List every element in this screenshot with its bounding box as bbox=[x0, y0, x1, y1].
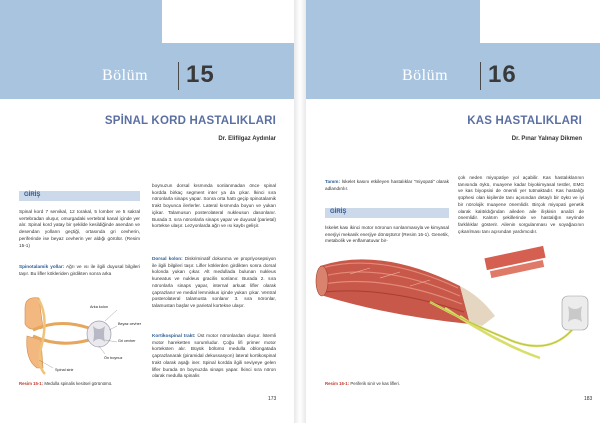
right-page bbox=[306, 0, 600, 423]
chapter-title: SPİNAL KORD HASTALIKLARI bbox=[104, 115, 276, 127]
figure-label: Spinal sinir bbox=[55, 368, 74, 372]
muscle-nerve-figure bbox=[310, 246, 592, 380]
figure-label: Arka kolon bbox=[90, 305, 108, 309]
paragraph-text: Üst motor nöronlardan oluşur. İstemli motor hareketten sorumludur. Çoğu lifi primer motor korteksten alır. Büyük bölümü medulla oblongatada çaprazlanarak (piramidal dekussasyon) lateral kortikospinal trakt olarak aşağı iner. Spinal kordda ilgili seviyeye gelen lifler burada ön boynuzda sinaps yapar. İkinci sıra nöron olarak medulla spinalis bbox=[152, 333, 276, 379]
paragraph bbox=[152, 183, 276, 230]
spinal-cord-figure bbox=[19, 288, 144, 376]
paragraph-text: Ağrı ve ısı ile ilgili duyusal bilgileri taşır. Bu lifler kökleriden girdikten sonra arka bbox=[19, 264, 140, 276]
page-number: 173 bbox=[268, 396, 277, 402]
paragraph-text: İskelet kasını etkileyen hastalıklar "miyopati" olarak adlandırılır. bbox=[325, 179, 449, 191]
paragraph-text: İskelet kası ikinci motor nöronun sonlanmasıyla ve kimyasal enerjiyi mekanik enerjiye dönüştürür (Resim 16-1). Genetik, metabolik ve enflamatuvar bir- bbox=[325, 225, 450, 244]
paragraph bbox=[19, 209, 140, 249]
paragraph-text: Spinal kord 7 servikal, 12 torakal, 5 lomber ve 5 sakral vertebradan oluşur, omurgadaki vertebral kanal içinde yer alır. Spinal kord yatay bir şekilde kesildiğinde asendan ve desendan yolların geçtiği, ortasında gri cevherin, periferinde ise beyaz cevherin yer aldığı görülür. (Resim 15-1) bbox=[19, 209, 140, 248]
figure-label: Gri cevher bbox=[118, 339, 136, 343]
chapter-title: KAS HASTALIKLARI bbox=[467, 115, 582, 127]
fiber-zoom bbox=[484, 246, 545, 278]
spinal-cord-section bbox=[562, 296, 588, 330]
figure-label: Ön boynuz bbox=[104, 356, 123, 360]
caption-text: Medulla spinalis kesitsel görünümü. bbox=[44, 381, 113, 386]
figure-caption bbox=[19, 381, 112, 386]
caption-label: Resim 16-1: bbox=[325, 381, 350, 386]
paragraph-lead: Spinotalamik yollar: bbox=[19, 264, 65, 269]
paragraph-text: çok neden miyopatiye yol açabilir. Kas hastalıklarının tanısında öykü, muayene kadar biyokimyasal testler, EMG ve kas biyopsisi de önemli yer tutmaktadır. Kas hastalığı şüphesi olan kişilerde tanı açısından detaylı bir öykü ve iyi bir nörolojik muayene önemlidir. Birçok miyopati genetik olarak kalıtıldığından aileden aile ilişkisin analizi de önemlidir. Kalıtım şekillerinde ve hastalığın seyrinde farklılıklar gösterir. Ailenin sorgulanması ve soyağacının çıkarılması tanı açısından yardımcıdır. bbox=[458, 175, 584, 234]
caption-label: Resim 15-1: bbox=[19, 381, 44, 386]
figure-label: Beyaz cevher bbox=[118, 322, 142, 326]
paragraph-lead: Tanım: bbox=[325, 179, 341, 184]
left-page bbox=[0, 0, 294, 423]
header-white-block bbox=[480, 0, 600, 43]
paragraph bbox=[152, 333, 276, 380]
header-white-block bbox=[162, 0, 294, 43]
paragraph bbox=[325, 225, 449, 245]
figure-caption bbox=[325, 381, 400, 386]
page-number: 183 bbox=[584, 396, 593, 402]
book-spine bbox=[294, 0, 306, 423]
chapter-author: Dr. Pınar Yalınay Dikmen bbox=[511, 136, 582, 142]
chapter-word: Bölüm bbox=[402, 67, 449, 84]
chapter-author: Dr. Elifilgaz Aydınlar bbox=[218, 136, 276, 142]
paragraph-lead: Dorsal kolon: bbox=[152, 256, 183, 261]
paragraph-lead: Kortikospinal trakt: bbox=[152, 333, 196, 338]
section-heading-box bbox=[19, 191, 140, 201]
section-heading-box bbox=[325, 208, 449, 218]
chapter-number: 15 bbox=[186, 61, 215, 88]
chapter-number: 16 bbox=[488, 61, 517, 88]
paragraph bbox=[458, 175, 584, 235]
muscle-bundle bbox=[316, 259, 495, 326]
chapter-word: Bölüm bbox=[102, 67, 149, 84]
paragraph bbox=[325, 179, 449, 192]
paragraph bbox=[152, 256, 276, 310]
header-divider bbox=[480, 62, 481, 90]
paragraph bbox=[19, 264, 140, 277]
header-divider bbox=[178, 62, 179, 90]
section-heading: GİRİŞ bbox=[330, 209, 347, 215]
paragraph-text: Diskriminatif dokunma ve propriyosepsiyon ile ilgili bilgileri taşır. Lifler köklerden girdikten sonra dorsal kolonda yukarı çıkar. Alt medullada bulunan nukleus kuneatus ve nukleus gracilis sonlanır. Burada 2. sıra nöronlarla sinaps yapar, internal arkuat lifler olarak çaprazlanır ve medial lemniskus içinde yukarı çıkar. Ventral posterolateral talamusta sonlanır 3. sıra nöronlar, talamustan başlar ve parietal kortekse ulaşır. bbox=[152, 256, 277, 308]
caption-text: Periferik sinir ve kas lifleri. bbox=[350, 381, 400, 386]
section-heading: GİRİŞ bbox=[24, 192, 41, 198]
paragraph-text: boynuzun dorsal kısmında sonlanmadan önce spinal kordda birkaç segment inter ya da çıkar. İkinci sıra nöronlarla sinaps yapar. Sonra orta hattı geçip spinotalamik trakt boyunca ilerlerler. Lateral kısmında boyun ve yukarı içikar. Talamusun posterolateral nukleusun dasonlanır. Burada 3. sıra nöronlarla sinaps yapar ve duyusal (parietal) kortekse ulaşır. Lezyonlarda ağrı ve ısı kaybı gelişir. bbox=[152, 183, 276, 229]
